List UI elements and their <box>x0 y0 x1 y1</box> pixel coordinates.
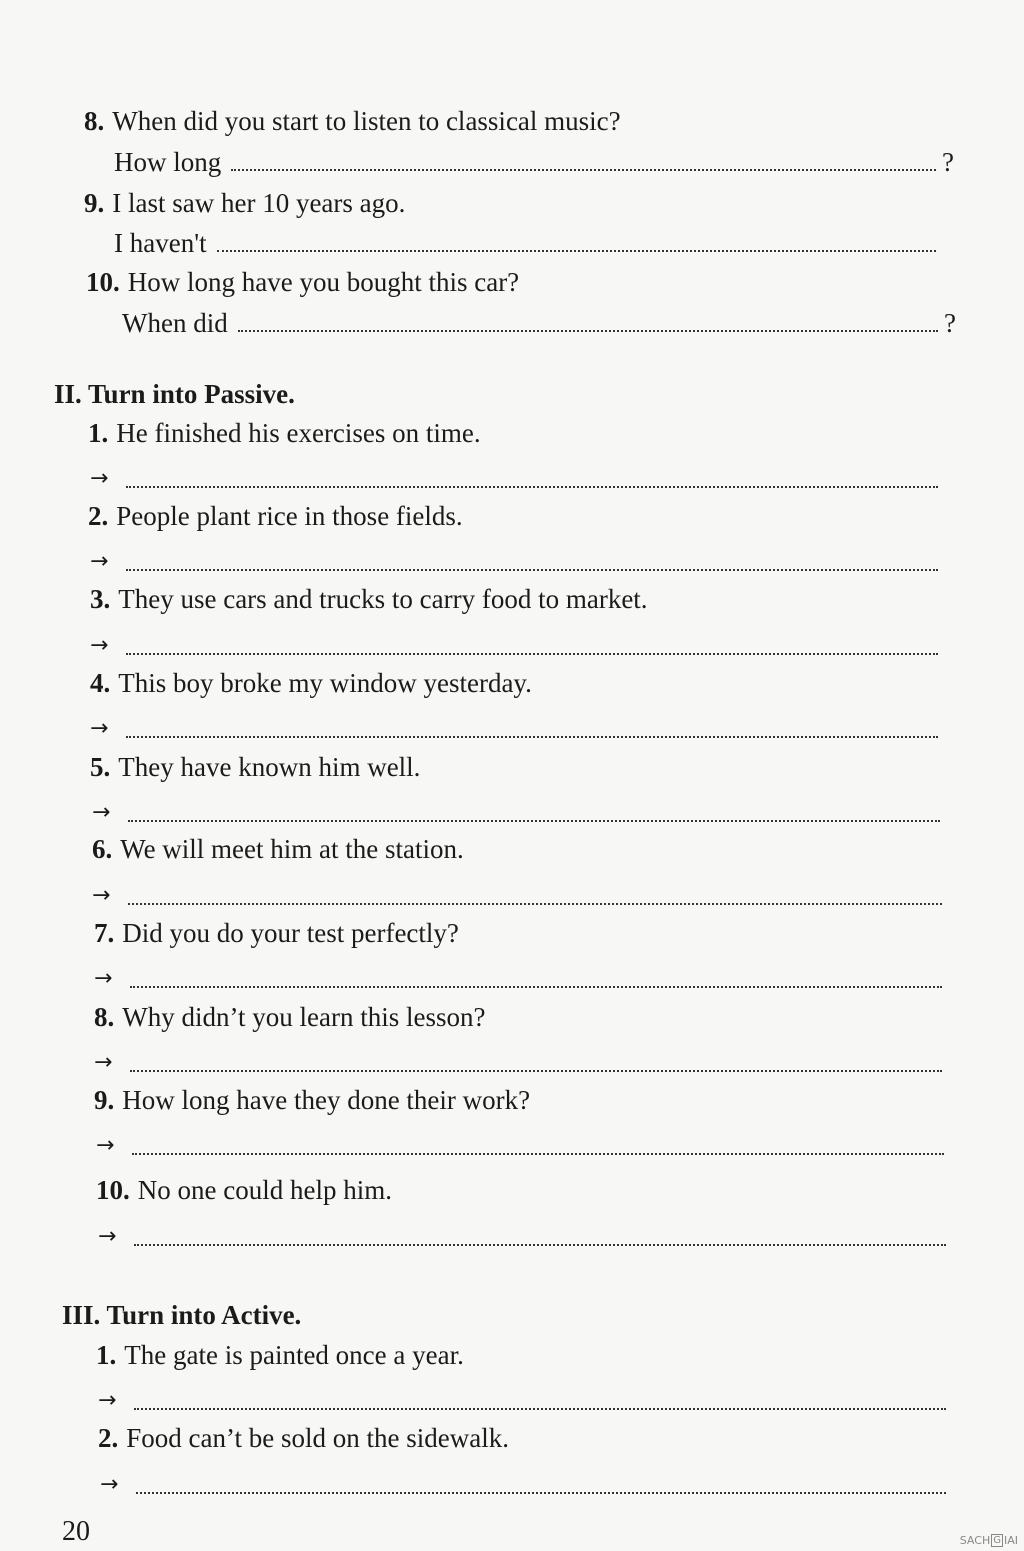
q1-10-prompt: When did <box>122 308 228 338</box>
answer-dotted-line <box>128 818 940 822</box>
answer-dotted-line <box>231 167 936 171</box>
q2-9-number: 9. <box>94 1085 115 1115</box>
q1-9-number: 9. <box>84 188 105 218</box>
arrow-icon: → <box>94 1050 113 1075</box>
q2-10 <box>96 1173 392 1207</box>
q2-8-number: 8. <box>94 1002 115 1032</box>
q2-5 <box>90 750 420 784</box>
q2-3-number: 3. <box>90 584 111 614</box>
q2-7-text: Did you do your test perfectly? <box>122 918 459 948</box>
q1-8-number: 8. <box>84 106 105 136</box>
q2-3-answer-line[interactable] <box>90 629 938 663</box>
arrow-icon: → <box>94 966 113 991</box>
watermark-logo <box>960 1534 1018 1547</box>
q2-1-number: 1. <box>88 418 109 448</box>
q2-5-answer-line[interactable] <box>92 796 940 830</box>
q2-4-answer-line[interactable] <box>90 712 938 746</box>
q2-5-number: 5. <box>90 752 111 782</box>
q2-10-number: 10. <box>96 1175 130 1205</box>
q2-4 <box>90 666 532 700</box>
arrow-icon: → <box>92 800 111 825</box>
q1-8-prompt: How long <box>114 147 222 177</box>
q2-2 <box>88 499 463 533</box>
answer-dotted-line <box>217 248 936 252</box>
q2-1 <box>88 416 481 450</box>
arrow-icon: → <box>100 1472 119 1497</box>
q2-4-text: This boy broke my window yesterday. <box>118 668 532 698</box>
answer-dotted-line <box>136 1490 946 1494</box>
arrow-icon: → <box>90 716 109 741</box>
q2-6-number: 6. <box>92 834 113 864</box>
q1-9-prompt: I haven't <box>114 228 207 258</box>
arrow-icon: → <box>96 1133 115 1158</box>
q2-9 <box>94 1083 530 1117</box>
arrow-icon: → <box>98 1224 117 1249</box>
q1-10-end: ? <box>944 308 956 338</box>
answer-dotted-line <box>126 567 938 571</box>
q2-3 <box>90 582 648 616</box>
q2-6 <box>92 832 464 866</box>
q2-2-number: 2. <box>88 501 109 531</box>
q2-7-number: 7. <box>94 918 115 948</box>
answer-dotted-line <box>126 651 938 655</box>
q2-2-text: People plant rice in those fields. <box>116 501 463 531</box>
page-number: 20 <box>62 1516 90 1547</box>
watermark-suffix: IAI <box>1003 1534 1018 1547</box>
answer-dotted-line <box>130 1068 942 1072</box>
watermark-prefix: SACH <box>959 1534 991 1547</box>
q3-2-number: 2. <box>98 1423 119 1453</box>
arrow-icon: → <box>90 466 109 491</box>
q1-9-text: I last saw her 10 years ago. <box>112 188 406 218</box>
q3-1 <box>96 1338 464 1372</box>
q2-9-text: How long have they done their work? <box>122 1085 531 1115</box>
section-3-heading: III. Turn into Active. <box>62 1300 302 1330</box>
q2-7 <box>94 916 459 950</box>
q2-10-text: No one could help him. <box>137 1175 392 1205</box>
answer-dotted-line <box>134 1406 946 1410</box>
q2-1-text: He finished his exercises on time. <box>116 418 481 448</box>
q2-7-answer-line[interactable] <box>94 962 942 996</box>
arrow-icon: → <box>90 633 109 658</box>
q2-10-answer-line[interactable] <box>98 1220 946 1254</box>
arrow-icon: → <box>92 883 111 908</box>
answer-dotted-line <box>130 984 942 988</box>
q1-10-number: 10. <box>86 267 120 297</box>
answer-dotted-line <box>238 328 938 332</box>
q1-10-text: How long have you bought this car? <box>127 267 520 297</box>
arrow-icon: → <box>90 549 109 574</box>
q1-8-answer-line[interactable] <box>114 145 954 179</box>
q1-8 <box>84 104 621 138</box>
q3-2-text: Food can’t be sold on the sidewalk. <box>126 1423 509 1453</box>
q3-2-answer-line[interactable] <box>100 1468 946 1502</box>
q3-2 <box>98 1421 509 1455</box>
q2-2-answer-line[interactable] <box>90 545 938 579</box>
q2-8-text: Why didn’t you learn this lesson? <box>122 1002 486 1032</box>
q1-8-text: When did you start to listen to classical music? <box>112 106 621 136</box>
q1-9 <box>84 186 405 220</box>
q2-8 <box>94 1000 485 1034</box>
answer-dotted-line <box>126 484 938 488</box>
q3-1-answer-line[interactable] <box>98 1384 946 1418</box>
q2-3-text: They use cars and trucks to carry food to market. <box>118 584 648 614</box>
q3-1-text: The gate is painted once a year. <box>124 1340 464 1370</box>
q1-10 <box>86 265 519 299</box>
q2-5-text: They have known him well. <box>118 752 421 782</box>
watermark-box: G <box>993 1535 1001 1546</box>
q2-4-number: 4. <box>90 668 111 698</box>
arrow-icon: → <box>98 1388 117 1413</box>
section-2-heading: II. Turn into Passive. <box>54 379 295 409</box>
q1-9-answer-line[interactable] <box>114 226 936 260</box>
q3-1-number: 1. <box>96 1340 117 1370</box>
q2-1-answer-line[interactable] <box>90 462 938 496</box>
q2-9-answer-line[interactable] <box>96 1129 944 1163</box>
answer-dotted-line <box>126 734 938 738</box>
answer-dotted-line <box>132 1151 944 1155</box>
q1-10-answer-line[interactable] <box>122 306 956 340</box>
q2-8-answer-line[interactable] <box>94 1046 942 1080</box>
q2-6-answer-line[interactable] <box>92 879 942 913</box>
answer-dotted-line <box>128 901 942 905</box>
q1-8-end: ? <box>942 147 954 177</box>
answer-dotted-line <box>134 1242 946 1246</box>
q2-6-text: We will meet him at the station. <box>120 834 464 864</box>
